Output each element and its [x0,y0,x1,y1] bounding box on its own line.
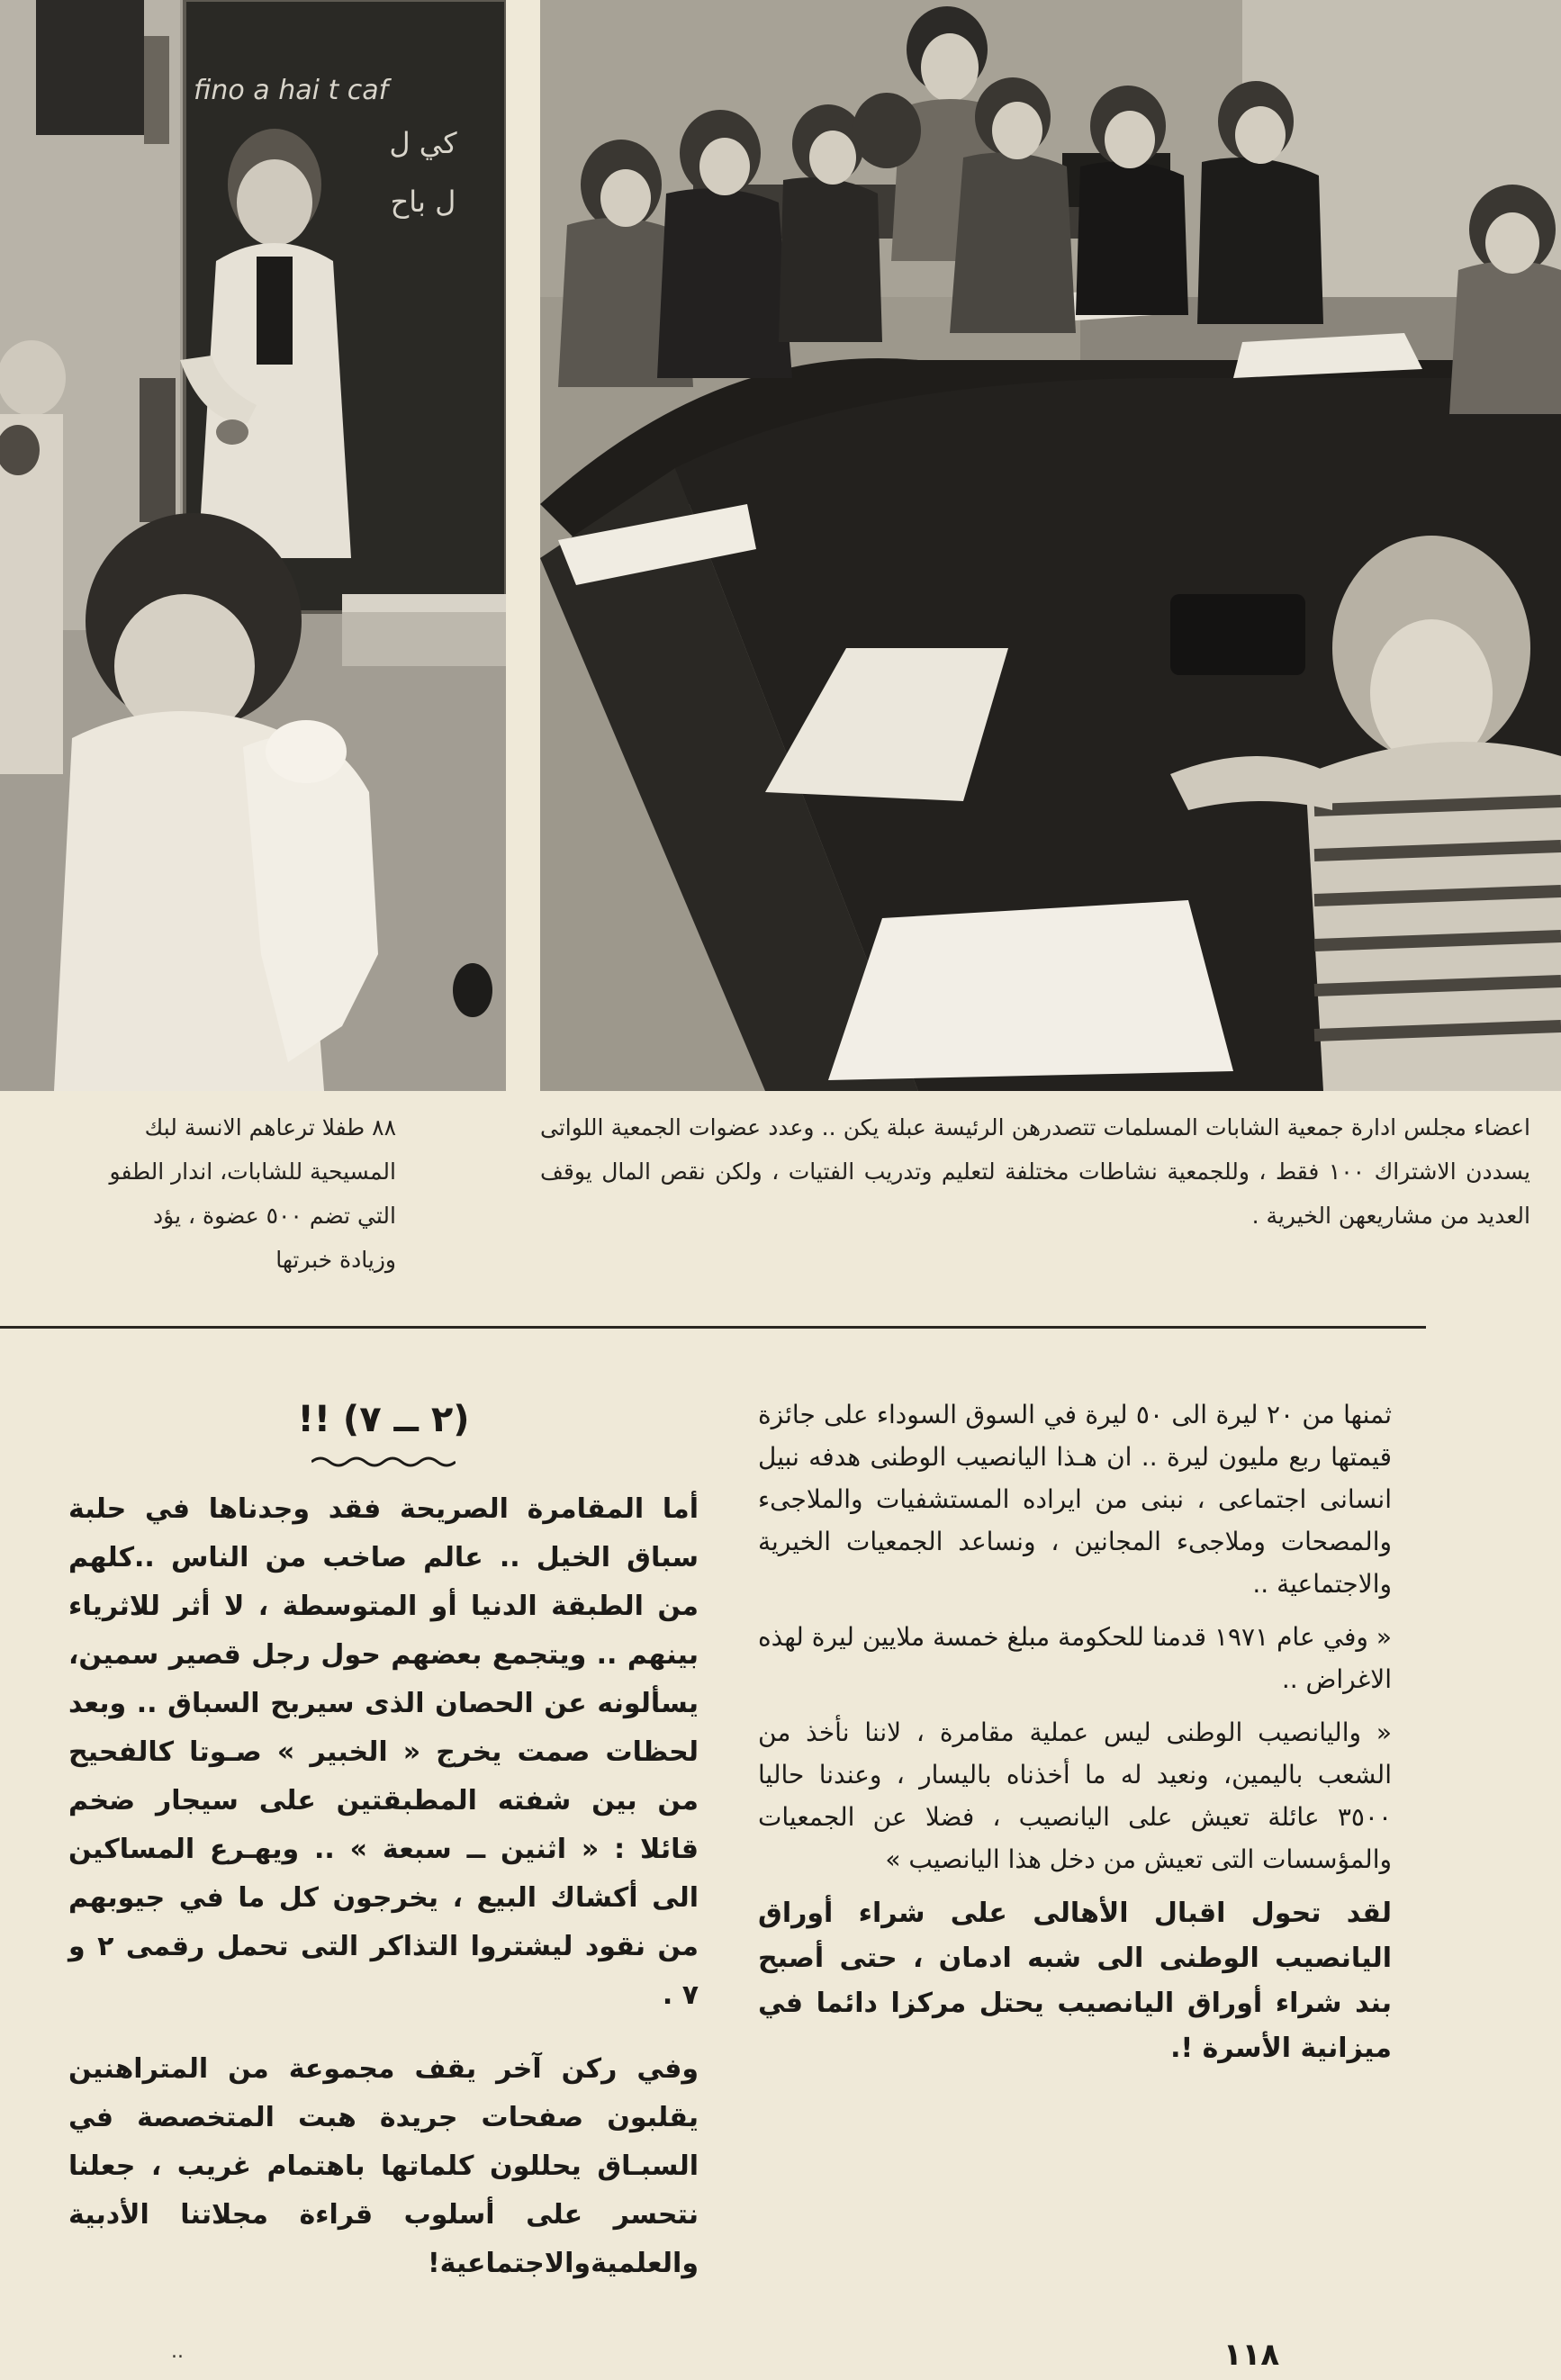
paragraph: وفي ركن آخر يقف مجموعة من المتراهنين يقلبون صفحات جريدة هبت المتخصصة في السبـاق يحللون كلماتها باهتمام غريب ، جعلنا نتحسر على أسلوب قراءة مجلاتنا الأدبية والعلميةوالاجتماعية! [68,2053,699,2279]
paragraph: أما المقامرة الصريحة فقد وجدناها في حلبة سباق الخيل .. عالم صاخب من الناس ..كلهم من الطبقة الدنيا أو المتوسطة ، لا أثر للاثرياء بينهم .. ويتجمع بعضهم حول رجل قصير سمين، يسألونه عن الحصان الذى سيربح السباق .. وبعد لحظات صمت يخرج « الخبير » صـوتا كالفحيح من بين شفته المطبقتين على سيجار ضخم قائلا : « اثنين ــ سبعة » .. ويهـرع المساكين الى أكشاك البيع ، يخرجون كل ما في جيوبهم من نقود ليشتروا التذاكر التى تحمل رقمى ٢ و ٧ . [68,1493,699,2011]
paragraph: « واليانصيب الوطنى ليس عملية مقامرة ، لاننا نأخذ من الشعب باليمين، ونعيد له ما أخذناه باليسار ، وعندنا حاليا ٣٥٠٠ عائلة تعيش على اليانصيب ، فضلا عن الجمعيات والمؤسسات التى تعيش من دخل هذا اليانصيب » [758,1717,1392,1874]
board-meeting-photo [540,0,1561,1091]
classroom-photo [0,0,506,1091]
left-caption-line: المسيحية للشابات، اندار الطفو [109,1158,396,1185]
footer-dots: .. [171,2340,184,2363]
page-number: ١١٨ [1223,2337,1280,2373]
section-headline: (٢ ــ ٧) !! [297,1399,470,1440]
paragraph: ثمنها من ٢٠ ليرة الى ٥٠ ليرة في السوق السوداء على جائزة قيمتها ربع مليون ليرة .. ان هـذا اليانصيب الوطنى هدفه نبيل انسانى اجتماعى ، نبنى من ايراده المستشفيات والملاجىء والمصحات وملاجىء المجانين ، ونساعد الجمعيات الخيرية والاجتماعية .. [758,1400,1393,1599]
left-caption-line: وزيادة خبرتها [275,1247,396,1273]
blackboard-text-2: كي ل [389,126,457,160]
blackboard-text-1: fino a hai t caf [194,75,389,106]
blackboard-text-3: ل باح [390,185,456,219]
left-text-column [68,1393,699,2313]
right-photo-caption: اعضاء مجلس ادارة جمعية الشابات المسلمات تتصدرهن الرئيسة عبلة يكن .. وعدد عضوات الجمعية اللواتى يسددن الاشتراك ١٠٠ فقط ، وللجمعية نشاطات مختلفة لتعليم وتدريب الفتيات ، ولكن نقص المال يوقف العديد من مشاريعهن الخيرية . [540,1114,1530,1229]
left-caption-line: التي تضم ٥٠٠ عضوة ، يؤد [153,1203,396,1229]
bold-paragraph: لقد تحول اقبال الأهالى على شراء أوراق اليانصيب الوطنى الى شبه ادمان ، حتى أصبح بند شراء أوراق اليانصيب يحتل مركزا دائما في ميزانية الأسرة !. [758,1898,1392,2064]
wavy-underline [311,1455,456,1469]
left-photo-caption [0,1105,396,1282]
left-caption-line: ٨٨ طفلا ترعاهم الانسة لبك [144,1114,396,1140]
paragraph: « وفي عام ١٩٧١ قدمنا للحكومة مبلغ خمسة ملايين ليرة لهذه الاغراض .. [758,1622,1392,1694]
right-text-column [758,1393,1392,2082]
section-divider [0,1326,1426,1329]
